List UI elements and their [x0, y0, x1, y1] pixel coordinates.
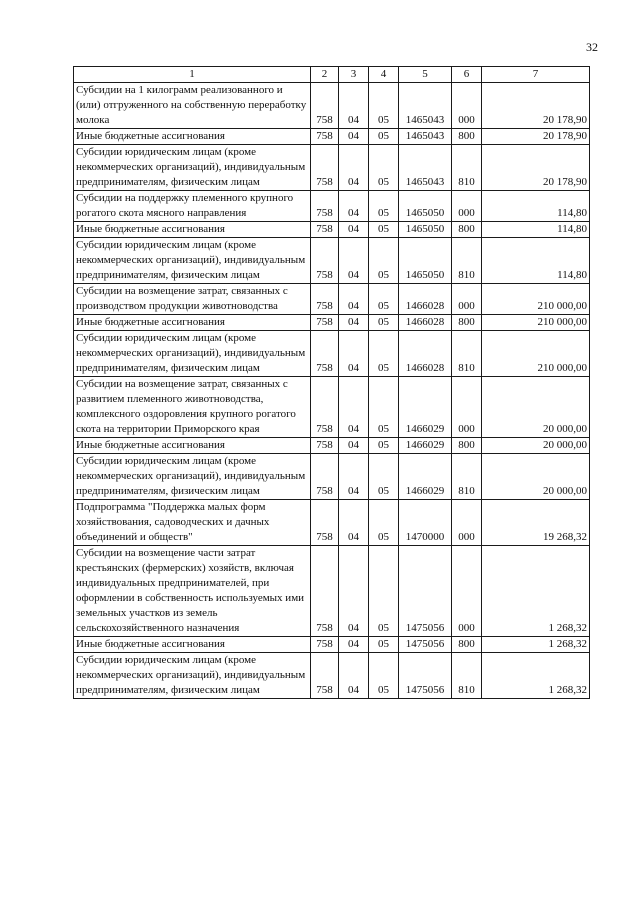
row-section-code: 04: [339, 637, 369, 653]
row-ministry-code: 758: [311, 454, 339, 500]
row-section-code: 04: [339, 546, 369, 637]
row-ministry-code: 758: [311, 546, 339, 637]
row-target-code: 1466028: [399, 331, 452, 377]
row-amount: 20 178,90: [482, 83, 590, 129]
row-expense-type-code: 000: [452, 500, 482, 546]
row-name: Иные бюджетные ассигнования: [74, 222, 311, 238]
row-section-code: 04: [339, 129, 369, 145]
table-row: [74, 637, 590, 653]
header-col-3: 3: [339, 67, 369, 83]
header-col-1: 1: [74, 67, 311, 83]
row-section-code: 04: [339, 238, 369, 284]
table-row: [74, 315, 590, 331]
row-expense-type-code: 800: [452, 129, 482, 145]
row-amount: 20 000,00: [482, 438, 590, 454]
row-expense-type-code: 800: [452, 637, 482, 653]
row-target-code: 1466029: [399, 377, 452, 438]
row-target-code: 1466028: [399, 284, 452, 315]
row-name: Субсидии на возмещение затрат, связанных с производством продукции животноводства: [74, 284, 311, 315]
row-section-code: 04: [339, 377, 369, 438]
row-name: Субсидии на возмещение части затрат крестьянских (фермерских) хозяйств, включая индивидуальных предпринимателей, при оформлении в собственность используемых ими земельных участков из земель сельскохозяйственного назначения: [74, 546, 311, 637]
row-expense-type-code: 000: [452, 546, 482, 637]
header-col-4: 4: [369, 67, 399, 83]
row-expense-type-code: 000: [452, 83, 482, 129]
row-section-code: 04: [339, 284, 369, 315]
row-expense-type-code: 800: [452, 315, 482, 331]
table-row: [74, 653, 590, 699]
row-name: Иные бюджетные ассигнования: [74, 438, 311, 454]
row-expense-type-code: 800: [452, 222, 482, 238]
row-ministry-code: 758: [311, 191, 339, 222]
row-subsection-code: 05: [369, 284, 399, 315]
table-row: [74, 284, 590, 315]
row-name: Субсидии юридическим лицам (кроме некоммерческих организаций), индивидуальным предпринимателям, физическим лицам: [74, 145, 311, 191]
row-name: Подпрограмма "Поддержка малых форм хозяйствования, садоводческих и дачных объединений и обществ": [74, 500, 311, 546]
row-ministry-code: 758: [311, 438, 339, 454]
table-row: [74, 500, 590, 546]
row-name: Иные бюджетные ассигнования: [74, 315, 311, 331]
row-target-code: 1470000: [399, 500, 452, 546]
row-ministry-code: 758: [311, 129, 339, 145]
table-row: [74, 83, 590, 129]
table-row: [74, 546, 590, 637]
row-ministry-code: 758: [311, 145, 339, 191]
row-amount: 20 178,90: [482, 129, 590, 145]
row-target-code: 1466029: [399, 438, 452, 454]
row-subsection-code: 05: [369, 438, 399, 454]
row-target-code: 1475056: [399, 653, 452, 699]
row-section-code: 04: [339, 438, 369, 454]
row-amount: 114,80: [482, 238, 590, 284]
header-col-5: 5: [399, 67, 452, 83]
row-target-code: 1465043: [399, 145, 452, 191]
row-amount: 1 268,32: [482, 653, 590, 699]
row-subsection-code: 05: [369, 145, 399, 191]
row-amount: 1 268,32: [482, 637, 590, 653]
row-target-code: 1465043: [399, 83, 452, 129]
row-ministry-code: 758: [311, 315, 339, 331]
row-target-code: 1465043: [399, 129, 452, 145]
row-expense-type-code: 810: [452, 331, 482, 377]
row-amount: 210 000,00: [482, 331, 590, 377]
row-section-code: 04: [339, 83, 369, 129]
row-ministry-code: 758: [311, 222, 339, 238]
row-name: Иные бюджетные ассигнования: [74, 637, 311, 653]
row-ministry-code: 758: [311, 653, 339, 699]
row-subsection-code: 05: [369, 191, 399, 222]
header-col-6: 6: [452, 67, 482, 83]
row-section-code: 04: [339, 145, 369, 191]
row-subsection-code: 05: [369, 377, 399, 438]
row-ministry-code: 758: [311, 83, 339, 129]
row-expense-type-code: 000: [452, 377, 482, 438]
page-number: 32: [586, 40, 598, 54]
row-section-code: 04: [339, 191, 369, 222]
table-row: [74, 191, 590, 222]
row-section-code: 04: [339, 331, 369, 377]
row-name: Субсидии юридическим лицам (кроме некоммерческих организаций), индивидуальным предпринимателям, физическим лицам: [74, 331, 311, 377]
row-subsection-code: 05: [369, 238, 399, 284]
row-expense-type-code: 000: [452, 284, 482, 315]
row-name: Субсидии на 1 килограмм реализованного и (или) отгруженного на собственную переработку молока: [74, 83, 311, 129]
header-col-7: 7: [482, 67, 590, 83]
row-subsection-code: 05: [369, 222, 399, 238]
row-name: Иные бюджетные ассигнования: [74, 129, 311, 145]
row-expense-type-code: 810: [452, 145, 482, 191]
row-ministry-code: 758: [311, 238, 339, 284]
row-section-code: 04: [339, 653, 369, 699]
row-ministry-code: 758: [311, 284, 339, 315]
row-amount: 19 268,32: [482, 500, 590, 546]
row-subsection-code: 05: [369, 637, 399, 653]
row-subsection-code: 05: [369, 331, 399, 377]
row-amount: 1 268,32: [482, 546, 590, 637]
row-amount: 20 000,00: [482, 377, 590, 438]
row-target-code: 1466029: [399, 454, 452, 500]
row-amount: 210 000,00: [482, 284, 590, 315]
row-section-code: 04: [339, 315, 369, 331]
row-subsection-code: 05: [369, 454, 399, 500]
row-target-code: 1466028: [399, 315, 452, 331]
row-target-code: 1475056: [399, 637, 452, 653]
row-section-code: 04: [339, 500, 369, 546]
row-expense-type-code: 000: [452, 191, 482, 222]
row-target-code: 1465050: [399, 191, 452, 222]
row-amount: 114,80: [482, 191, 590, 222]
row-section-code: 04: [339, 454, 369, 500]
table-row: [74, 377, 590, 438]
row-amount: 114,80: [482, 222, 590, 238]
row-section-code: 04: [339, 222, 369, 238]
row-ministry-code: 758: [311, 331, 339, 377]
table-row: [74, 331, 590, 377]
table-row: [74, 129, 590, 145]
row-subsection-code: 05: [369, 315, 399, 331]
row-amount: 210 000,00: [482, 315, 590, 331]
row-subsection-code: 05: [369, 653, 399, 699]
row-subsection-code: 05: [369, 500, 399, 546]
row-name: Субсидии юридическим лицам (кроме некоммерческих организаций), индивидуальным предпринимателям, физическим лицам: [74, 653, 311, 699]
row-subsection-code: 05: [369, 129, 399, 145]
row-expense-type-code: 810: [452, 454, 482, 500]
row-expense-type-code: 810: [452, 653, 482, 699]
row-target-code: 1465050: [399, 222, 452, 238]
row-name: Субсидии на поддержку племенного крупного рогатого скота мясного направления: [74, 191, 311, 222]
row-subsection-code: 05: [369, 83, 399, 129]
table-row: [74, 222, 590, 238]
row-expense-type-code: 810: [452, 238, 482, 284]
table-header-row: [74, 67, 590, 83]
row-ministry-code: 758: [311, 500, 339, 546]
row-name: Субсидии юридическим лицам (кроме некоммерческих организаций), индивидуальным предпринимателям, физическим лицам: [74, 454, 311, 500]
row-expense-type-code: 800: [452, 438, 482, 454]
budget-table: [73, 66, 590, 699]
row-name: Субсидии юридическим лицам (кроме некоммерческих организаций), индивидуальным предпринимателям, физическим лицам: [74, 238, 311, 284]
row-name: Субсидии на возмещение затрат, связанных с развитием племенного животноводства, комплексного оздоровления крупного рогатого скота на территории Приморского края: [74, 377, 311, 438]
row-ministry-code: 758: [311, 377, 339, 438]
row-amount: 20 000,00: [482, 454, 590, 500]
header-col-2: 2: [311, 67, 339, 83]
table-row: [74, 145, 590, 191]
row-ministry-code: 758: [311, 637, 339, 653]
row-subsection-code: 05: [369, 546, 399, 637]
table-row: [74, 238, 590, 284]
row-amount: 20 178,90: [482, 145, 590, 191]
row-target-code: 1465050: [399, 238, 452, 284]
table-row: [74, 438, 590, 454]
table-row: [74, 454, 590, 500]
row-target-code: 1475056: [399, 546, 452, 637]
